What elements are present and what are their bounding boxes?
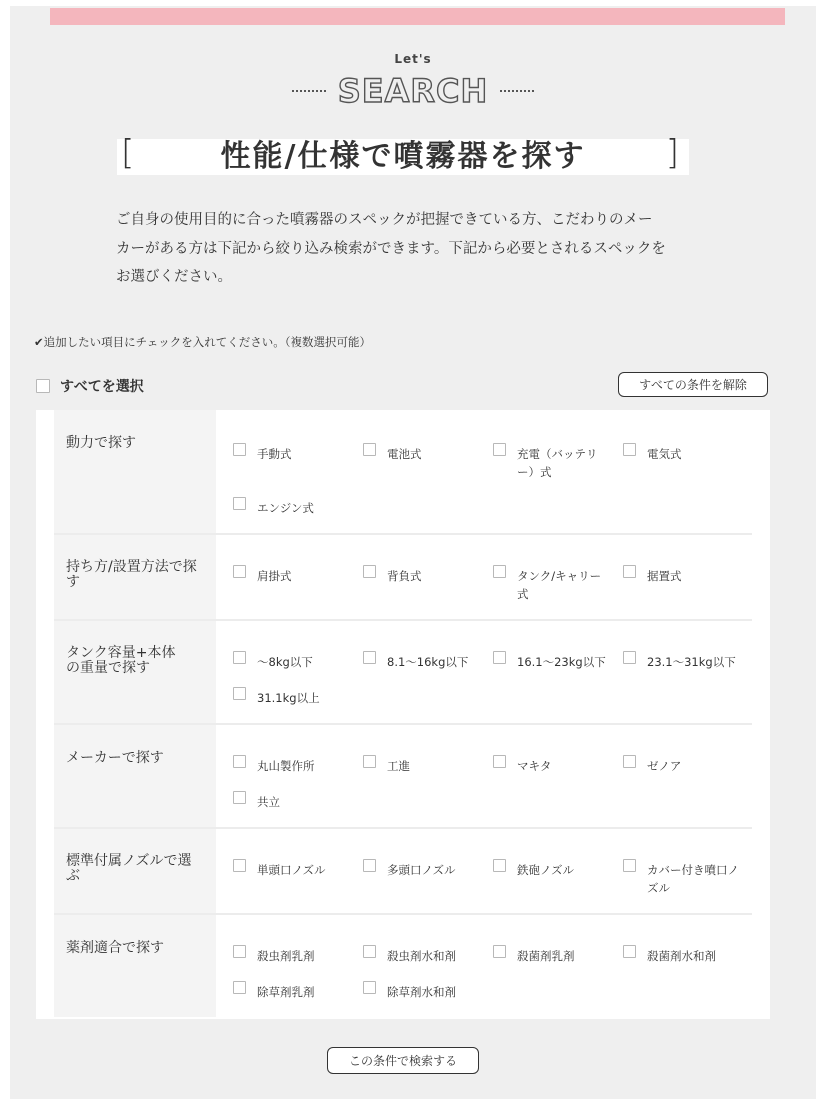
filter-row-label: 標準付属ノズルで選ぶ	[66, 853, 192, 884]
page-title: 性能/仕様で噴霧器を探す	[220, 139, 586, 174]
filter-row-chemical: 薬剤適合で探す 殺虫剤乳剤 殺虫剤水和剤 殺菌剤乳剤 殺菌剤水和剤 除草剤乳剤 除草剤水和剤	[54, 915, 752, 1017]
filter-row-label: 動力で探す	[66, 435, 136, 451]
filter-row-power: 動力で探す 手動式 電池式 充電（バッテリー）式 電気式 エンジン式	[54, 410, 752, 535]
dotted-divider-left	[292, 90, 326, 92]
select-all-label: すべてを選択	[60, 379, 144, 395]
dotted-divider-right	[500, 90, 534, 92]
lets-label: Let's	[394, 52, 432, 66]
intro-line: ご自身の使用目的に合った噴霧器のスペックが把握できている方、こだわりのメー	[116, 212, 653, 228]
search-word: SEARCH	[337, 72, 489, 110]
accent-bar	[50, 8, 785, 25]
select-all-checkbox[interactable]	[36, 379, 50, 393]
filter-row-weight: タンク容量+本体の重量で探す ～8kg以下 8.1～16kg以下 16.1～23kg以下 23.1～31kg以下 31.1kg以上	[54, 621, 752, 725]
filter-row-label: 持ち方/設置方法で探す	[66, 559, 197, 590]
intro-text	[116, 206, 696, 292]
intro-line: カーがある方は下記から絞り込み検索ができます。下記から必要とされるスペックを	[116, 240, 666, 257]
filter-row-carry: 持ち方/設置方法で探す 肩掛式 背負式 タンク/キャリー式 据置式	[54, 535, 752, 621]
filter-row-nozzle: 標準付属ノズルで選ぶ 単頭口ノズル 多頭口ノズル 鉄砲ノズル カバー付き噴口ノズル	[54, 829, 752, 915]
bracket-left: [	[121, 133, 135, 173]
filter-row-label: メーカーで探す	[66, 750, 164, 766]
bracket-right: ]	[665, 133, 679, 173]
check-hint: ✔追加したい項目にチェックを入れてください。（複数選択可能）	[34, 335, 372, 349]
search-heading	[10, 72, 816, 110]
search-submit-button[interactable]: この条件で検索する	[327, 1047, 479, 1074]
clear-all-button[interactable]: すべての条件を解除	[618, 372, 768, 397]
filter-row-label: タンク容量+本体の重量で探す	[66, 645, 176, 676]
page-title-box	[117, 133, 689, 175]
select-all[interactable]	[36, 376, 144, 396]
intro-line: お選びください。	[116, 269, 232, 285]
filter-row-maker: メーカーで探す 丸山製作所 工進 マキタ ゼノア 共立	[54, 725, 752, 829]
filter-row-label: 薬剤適合で探す	[66, 940, 164, 956]
filter-table	[36, 410, 770, 1019]
